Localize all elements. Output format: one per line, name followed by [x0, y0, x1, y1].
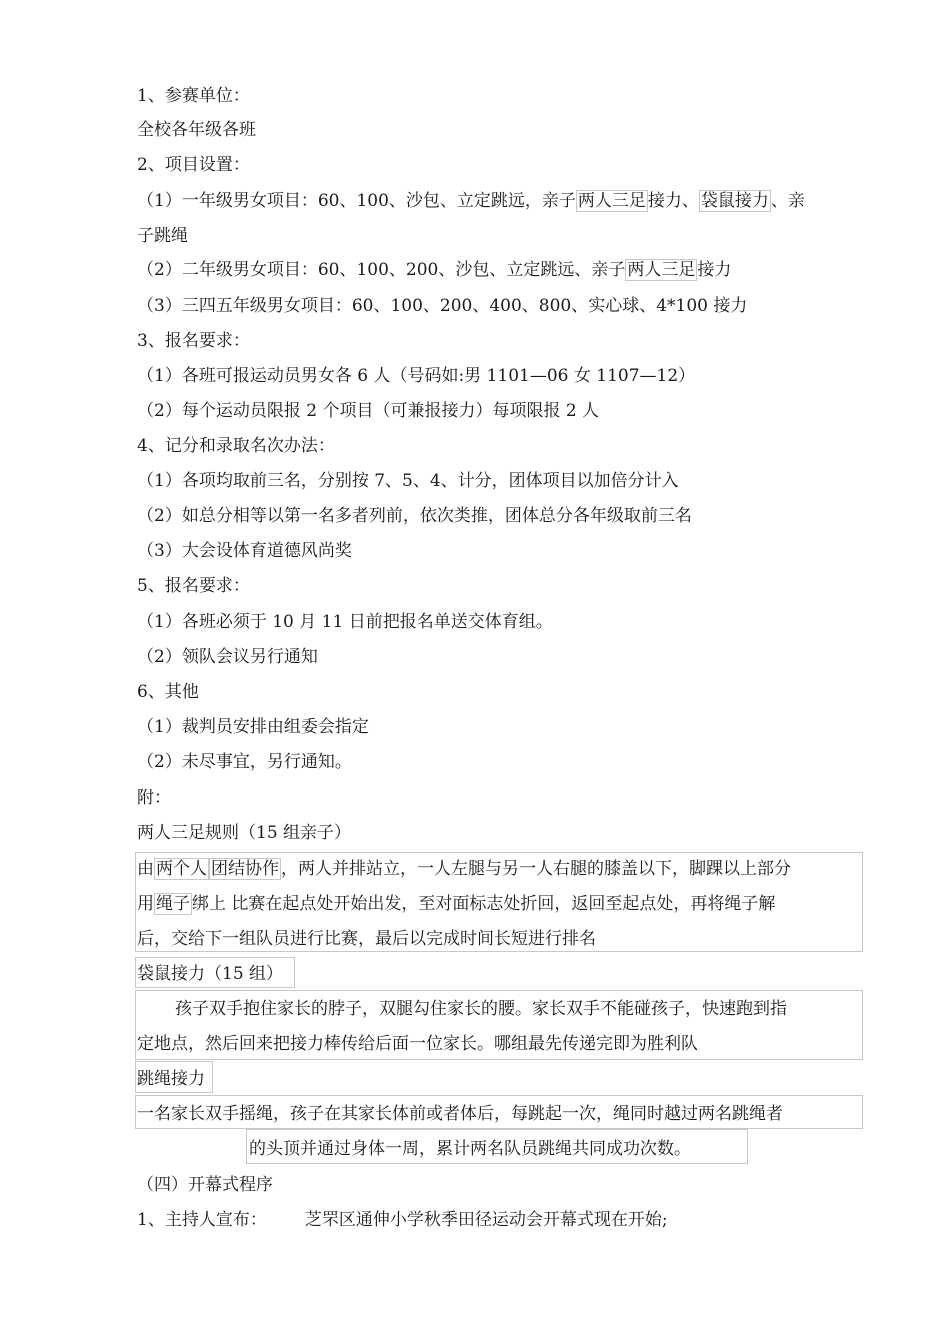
text-segment: （1）一年级男女项目：60、100、沙包、立定跳远，亲子 — [137, 191, 576, 211]
section-4-item-3: （3）大会设体育道德风尚奖 — [137, 541, 352, 561]
rule-2-title: 袋鼠接力（15 组） — [137, 964, 284, 984]
text-segment-boxed: 团结协作 — [211, 859, 279, 879]
section-6-item-1: （1）裁判员安排由组委会指定 — [137, 717, 369, 737]
text-segment: 接力 — [697, 260, 732, 280]
rule-2-line-2: 定地点，然后回来把接力棒传给后面一位家长。哪组最先传递完即为胜利队 — [137, 1034, 698, 1054]
rule-1-line-1 — [137, 857, 791, 881]
section-4-item-2: （2）如总分相等以第一名多者列前，依次类推，团体总分各年级取前三名 — [137, 506, 692, 526]
text-segment: 用 — [137, 894, 154, 914]
section-2-item-3: （3）三四五年级男女项目：60、100、200、400、800、实心球、4*100 接力 — [137, 296, 748, 316]
section-5-title: 5、报名要求： — [137, 576, 250, 596]
text-segment: 1、主持人宣布： — [137, 1210, 267, 1230]
section-3-item-1: （1）各班可报运动员男女各 6 人（号码如:男 1101—06 女 1107—12） — [137, 366, 696, 386]
section-2-item-1 — [137, 189, 805, 213]
text-segment: 绑上 比赛在起点处开始出发，至对面标志处折回，返回至起点处，再将绳子解 — [192, 894, 776, 914]
text-segment: ，两人并排站立，一人左腿与另一人右腿的膝盖以下，脚踝以上部分 — [281, 859, 791, 879]
rule-3-line-2: 的头顶并通过身体一周，累计两名队员跳绳共同成功次数。 — [249, 1139, 691, 1159]
section-2-title: 2、项目设置： — [137, 155, 250, 175]
text-segment-boxed: 袋鼠接力 — [700, 191, 769, 211]
section-3-item-2: （2）每个运动员限报 2 个项目（可兼报接力）每项限报 2 人 — [137, 401, 600, 421]
text-segment-boxed: 两个人 — [156, 859, 207, 879]
text-segment: 、亲 — [770, 191, 805, 211]
appendix-label: 附： — [137, 788, 171, 808]
section-2-item-2 — [137, 258, 731, 282]
text-segment: 芝罘区通伸小学秋季田径运动会开幕式现在开始; — [304, 1210, 668, 1230]
rule-1-title: 两人三足规则（15 组亲子） — [137, 823, 352, 843]
section-1-text: 全校各年级各班 — [137, 120, 256, 140]
section-4-item-1: （1）各项均取前三名，分别按 7、5、4、计分，团体项目以加倍分计入 — [137, 471, 679, 491]
text-segment: 接力、 — [647, 191, 699, 211]
rule-3-title: 跳绳接力 — [137, 1069, 205, 1089]
rule-1-line-3: 后，交给下一组队员进行比赛，最后以完成时间长短进行排名 — [137, 929, 596, 949]
section-1-title: 1、参赛单位： — [137, 86, 250, 106]
section-2-item-1-cont: 子跳绳 — [137, 226, 188, 246]
rule-2-line-1: 孩子双手抱住家长的脖子，双腿勾住家长的腰。家长双手不能碰孩子，快速跑到指 — [175, 999, 787, 1019]
text-segment: （2）二年级男女项目：60、100、200、沙包、立定跳远、亲子 — [137, 260, 626, 280]
text-segment-boxed: 两人三足 — [627, 260, 696, 280]
opening-section-title: （四）开幕式程序 — [137, 1175, 273, 1195]
text-segment-boxed: 绳子 — [156, 894, 190, 914]
opening-item-1 — [137, 1208, 668, 1232]
rule-1-line-2 — [137, 892, 775, 916]
rule-3-line-1: 一名家长双手摇绳，孩子在其家长体前或者体后，每跳起一次，绳同时越过两名跳绳者 — [137, 1104, 783, 1124]
section-4-title: 4、记分和录取名次办法： — [137, 436, 335, 456]
section-3-title: 3、报名要求： — [137, 331, 250, 351]
section-5-item-2: （2）领队会议另行通知 — [137, 647, 318, 667]
text-segment-boxed: 两人三足 — [577, 191, 646, 211]
section-6-title: 6、其他 — [137, 682, 199, 702]
section-5-item-1: （1）各班必须于 10 月 11 日前把报名单送交体育组。 — [137, 612, 553, 632]
text-segment: 由 — [137, 859, 154, 879]
section-6-item-2: （2）未尽事宜，另行通知。 — [137, 752, 352, 772]
